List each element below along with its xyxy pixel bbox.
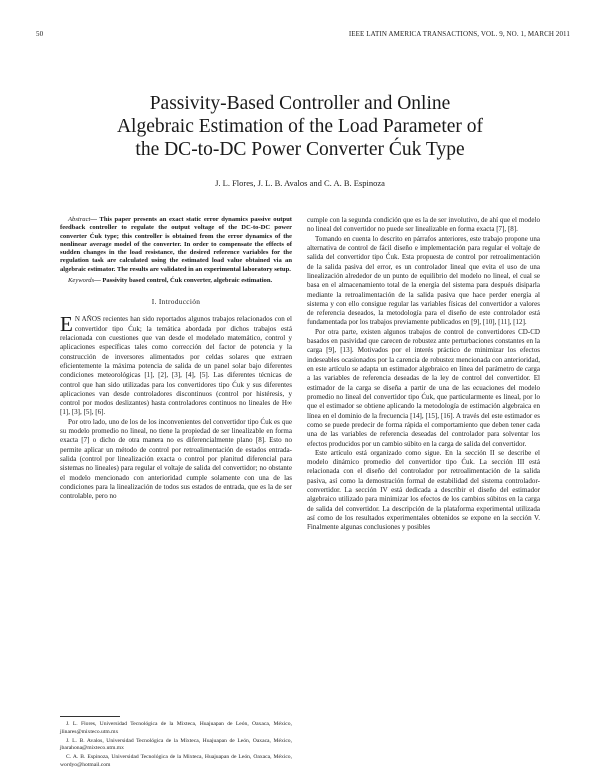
abstract-label: Abstract [68, 216, 91, 223]
body-paragraph: cumple con la segunda condición que es la de ser involutivo, de ahí que el modelo no lineal del convertidor no puede ser linealizable en forma exacta [7], [8]. [307, 216, 540, 234]
footnote-rule [60, 716, 120, 717]
title-line: Passivity-Based Controller and Online [149, 93, 451, 114]
footnote: C. A. B. Espinoza, Universidad Tecnológica de la Mixteca, Huajuapan de León, Oaxaca, México, wordyo@hotmail.com [60, 754, 292, 768]
paper-title [60, 92, 540, 161]
title-line: the DC-to-DC Power Converter Ćuk Type [135, 139, 465, 160]
drop-cap: E [60, 312, 73, 337]
body-paragraph: Tomando en cuenta lo descrito en párrafos anteriores, este trabajo propone una alternativa de control de fácil diseño e implementación para regular el voltaje de salida del convertidor tipo Ćuk. Esta propuesta de control por retroalimentación de la salida pasiva del error, es un controlador lineal que evita el uso de una linealización alrededor de un punto de equilibrio del modelo no lineal, el cual se basa en el almacenamiento total de la energía del sistema para después disiparla mediante la retroalimentación de la salida pasiva que hace perder energía al sistema y con ello consigue regular las variables físicas del convertidor a valores de referencia deseados, la metodología para el diseño de este controlador está fundamentada por los trabajos previamente publicados en [9], [10], [11], [12]. [307, 234, 540, 327]
right-column [307, 216, 540, 533]
body-paragraph: Por otra parte, existen algunos trabajos de control de convertidores CD-CD basados en pasividad que carecen de robustez ante perturbaciones constantes en la carga [9], [13]. Motivados por el interés práctico de minimizar los efectos indeseables ocasionados por la carencia de robustez mencionada con anterioridad, en este artículo se adapta un estimador algebraico en línea del parámetro de carga a las variables de referencia deseadas de la ley de control del convertidor. El estimador de la carga se diseña a partir de una de las ecuaciones del modelo promedio no lineal del convertidor tipo Ćuk, que particularmente es lineal, por lo que el estimador se obtiene aplicando la metodología de estimación algebraica en línea en el dominio de la frecuencia [14], [15], [16]. A través del este estimador es como se puede predecir de forma rápida el comportamiento que deben tener cada una de las variables de referencia deseadas del controlador para solventar los efectos producidos por un cambio súbito en la carga de salida del convertidor. [307, 327, 540, 448]
footnote: J. L. B. Avalos, Universidad Tecnológica de la Mixteca, Huajuapan de León, Oaxaca, México, jbarahona@mixteco.utm.mx [60, 737, 292, 752]
keywords-text: — Passivity based control, Ćuk converter, algebraic estimation. [94, 276, 273, 284]
abstract-text: — This paper presents an exact static error dynamics passive output feedback controller to regulate the output voltage of the DC-to-DC power converter Ćuk type; this controller is obtained from the error dynamics of the nonlinear average model of the converter. In order to compensate the effects of sudden changes in the load resistance, the desired reference variables for the regulation task are calculated using the estimated load value obtained via an algebraic estimator. The results are validated in an experimental laboratory setup. [60, 216, 292, 273]
journal-name: IEEE LATIN AMERICA TRANSACTIONS, VOL. 9, NO. 1, MARCH 2011 [348, 30, 570, 38]
body-paragraph: Este artículo está organizado como sigue. En la sección II se describe el modelo dinámico promedio del convertidor tipo Ćuk. La sección III está relacionada con el diseño del controlador por retroalimentación de la salida pasiva, así como la demostración formal de estabilidad del sistema controlador-convertidor. La sección IV está dedicada a describir el diseño del estimador algebraico utilizado para minimizar los efectos de los cambios súbitos en la carga de salida del convertidor. La descripción de la plataforma experimental utilizada así como de los resultados experimentales obtenidos se expone en la sección V. Finalmente algunas conclusiones y posibles [307, 448, 540, 532]
footnote: J. L. Flores, Universidad Tecnológica de la Mixteca, Huajuapan de León, Oaxaca, México, jlinares@mixteco.utm.mx [60, 721, 292, 735]
intro-paragraph-1-text: N AÑOS recientes han sido reportados algunos trabajos relacionados con el convertidor tipo Ćuk; la temática abordada por dichos trabajos está relacionada con cuestiones que van desde el modelado matemático, control y aplicaciones específicas tales como corrección del factor de potencia y la construcción de inversores alimentados por celdas solares que extraen eficientemente la máxima potencia de salida de un panel solar bajo diferentes condiciones meteorológicas [1], [2], [3], [4], [5]. Las diferentes técnicas de control que han sido utilizadas para los convertidores tipo Ćuk y sus diferentes aplicaciones van desde controladores discontinuos (control por histéresis, y control por modos deslizantes) hasta controladores continuos no lineales de H∞ [1], [3], [5], [6]. [60, 315, 292, 417]
author-footnotes [60, 716, 292, 771]
page-number: 50 [36, 30, 44, 38]
left-column [60, 216, 292, 502]
abstract [60, 216, 292, 274]
section-heading: I. Introducción [151, 297, 201, 306]
title-line: Algebraic Estimation of the Load Parameter of [116, 116, 484, 137]
intro-paragraph-1 [60, 312, 292, 417]
author-list: J. L. Flores, J. L. B. Avalos and C. A. B. Espinoza [215, 178, 385, 188]
keywords [60, 277, 292, 285]
intro-paragraph-2: Por otro lado, uno de los de los inconvenientes del convertidor tipo Ćuk es que su modelo promedio no lineal, no tiene la propiedad de ser linealizable en forma exacta [7] o dicho de otra manera no es diferencialmente plano [8]. Esto no permite aplicar un método de control por retroalimentación de estados entrada-salida (control por linealización exacta o control por planitud diferencial para sistemas no lineales) para regular el voltaje de salida del convertidor; no obstante el modelo mencionado con anterioridad cumple solamente con una de las condiciones para la linealización de todos sus estados de entrada, que es la de ser controlable, pero no [60, 417, 292, 501]
keywords-label: Keywords [68, 276, 95, 284]
